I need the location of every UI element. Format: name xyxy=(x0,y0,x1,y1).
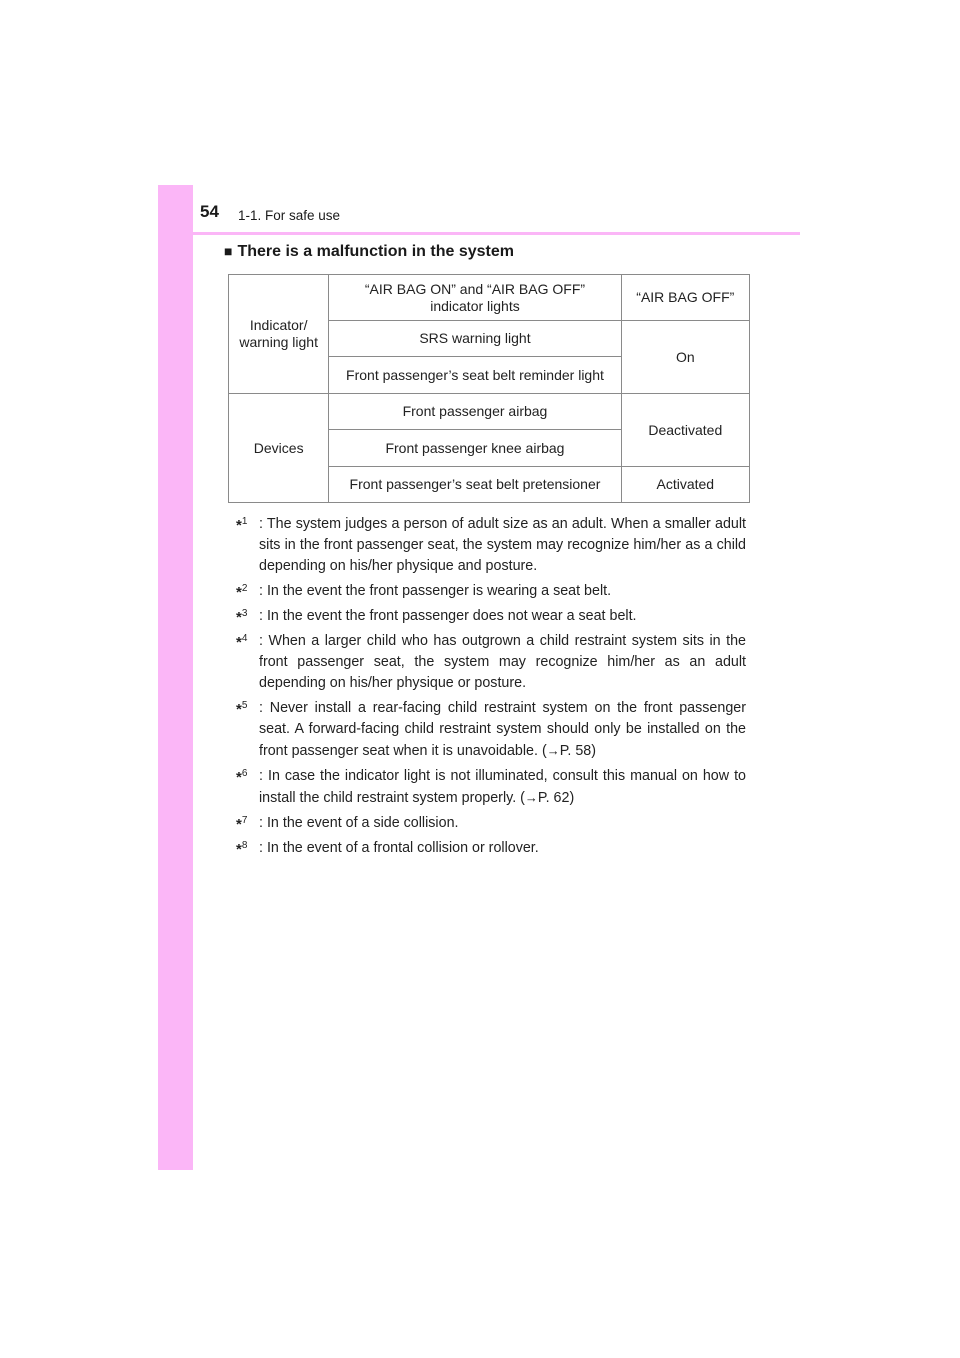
footnote-text: : In the event the front passenger is wearing a seat belt. xyxy=(259,581,746,602)
page-reference: P. 58 xyxy=(559,743,592,759)
page-ref-arrow-icon: → xyxy=(546,743,560,758)
footnote xyxy=(236,838,746,859)
footnote xyxy=(236,581,746,602)
footnotes xyxy=(236,514,746,863)
section-heading xyxy=(224,243,514,261)
footnote-marker: *$^3$ xyxy=(236,608,248,626)
item-cell: Front passenger airbag xyxy=(329,394,621,430)
footnote-marker: *$^4$ xyxy=(236,633,248,651)
footnote xyxy=(236,766,746,809)
footnote-text: : When a larger child who has outgrown a child restraint system sits in the front passenger seat, the system may recognize him/her as an adult depending on his/her physique or posture. xyxy=(259,631,746,694)
footnote-marker: *$^7$ xyxy=(236,815,248,833)
footnote-marker: *$^1$ xyxy=(236,516,248,534)
footnote xyxy=(236,631,746,694)
heading-text: There is a malfunction in the system xyxy=(237,243,514,260)
item-cell: SRS warning light xyxy=(329,321,621,357)
footnote-marker: *$^8$ xyxy=(236,840,248,858)
footnote xyxy=(236,606,746,627)
square-bullet-icon: ■ xyxy=(224,243,233,259)
footnote-text: : Never install a rear-facing child restraint system on the front passenger seat. A forward-facing child restraint system should only be installed on the front passenger seat when it is unavoidable. (→P. 58) xyxy=(259,698,746,762)
table-row xyxy=(229,394,750,430)
footnote-marker: *$^2$ xyxy=(236,583,248,601)
page-number: 54 xyxy=(200,202,219,221)
footnote-text: : In the event the front passenger does not wear a seat belt. xyxy=(259,606,746,627)
table-row xyxy=(229,275,750,321)
group-label-devices: Devices xyxy=(229,394,329,503)
section-color-band xyxy=(158,185,193,1170)
item-cell: Front passenger’s seat belt reminder light xyxy=(329,357,621,394)
system-status-table xyxy=(228,274,750,503)
page-reference: P. 62 xyxy=(537,790,570,806)
footnote-text: : In the event of a side collision. xyxy=(259,813,746,834)
section-title: 1-1. For safe use xyxy=(238,208,341,223)
value-cell: “AIR BAG OFF” xyxy=(621,275,749,321)
footnote-text: : In the event of a frontal collision or rollover. xyxy=(259,838,746,859)
item-cell: Front passenger knee airbag xyxy=(329,430,621,467)
footnote xyxy=(236,813,746,834)
value-cell: Deactivated xyxy=(621,394,749,467)
value-cell: On xyxy=(621,321,749,394)
footnote-marker: *$^5$ xyxy=(236,700,248,718)
footnote-marker: *$^6$ xyxy=(236,768,248,786)
footnote-text: : In case the indicator light is not illuminated, consult this manual on how to install the child restraint system properly. (→P. 62) xyxy=(259,766,746,809)
item-cell: Front passenger’s seat belt pretensioner xyxy=(329,467,621,503)
footnote xyxy=(236,698,746,762)
value-cell: Activated xyxy=(621,467,749,503)
footnote xyxy=(236,514,746,577)
group-label-indicator: Indicator/ warning light xyxy=(229,275,329,394)
item-cell: “AIR BAG ON” and “AIR BAG OFF” indicator lights xyxy=(329,275,621,321)
footnote-text: : The system judges a person of adult size as an adult. When a smaller adult sits in the front passenger seat, the system may recognize him/her as a child depending on his/her physique and posture. xyxy=(259,514,746,577)
header-rule xyxy=(193,232,800,235)
page-ref-arrow-icon: → xyxy=(524,790,538,805)
